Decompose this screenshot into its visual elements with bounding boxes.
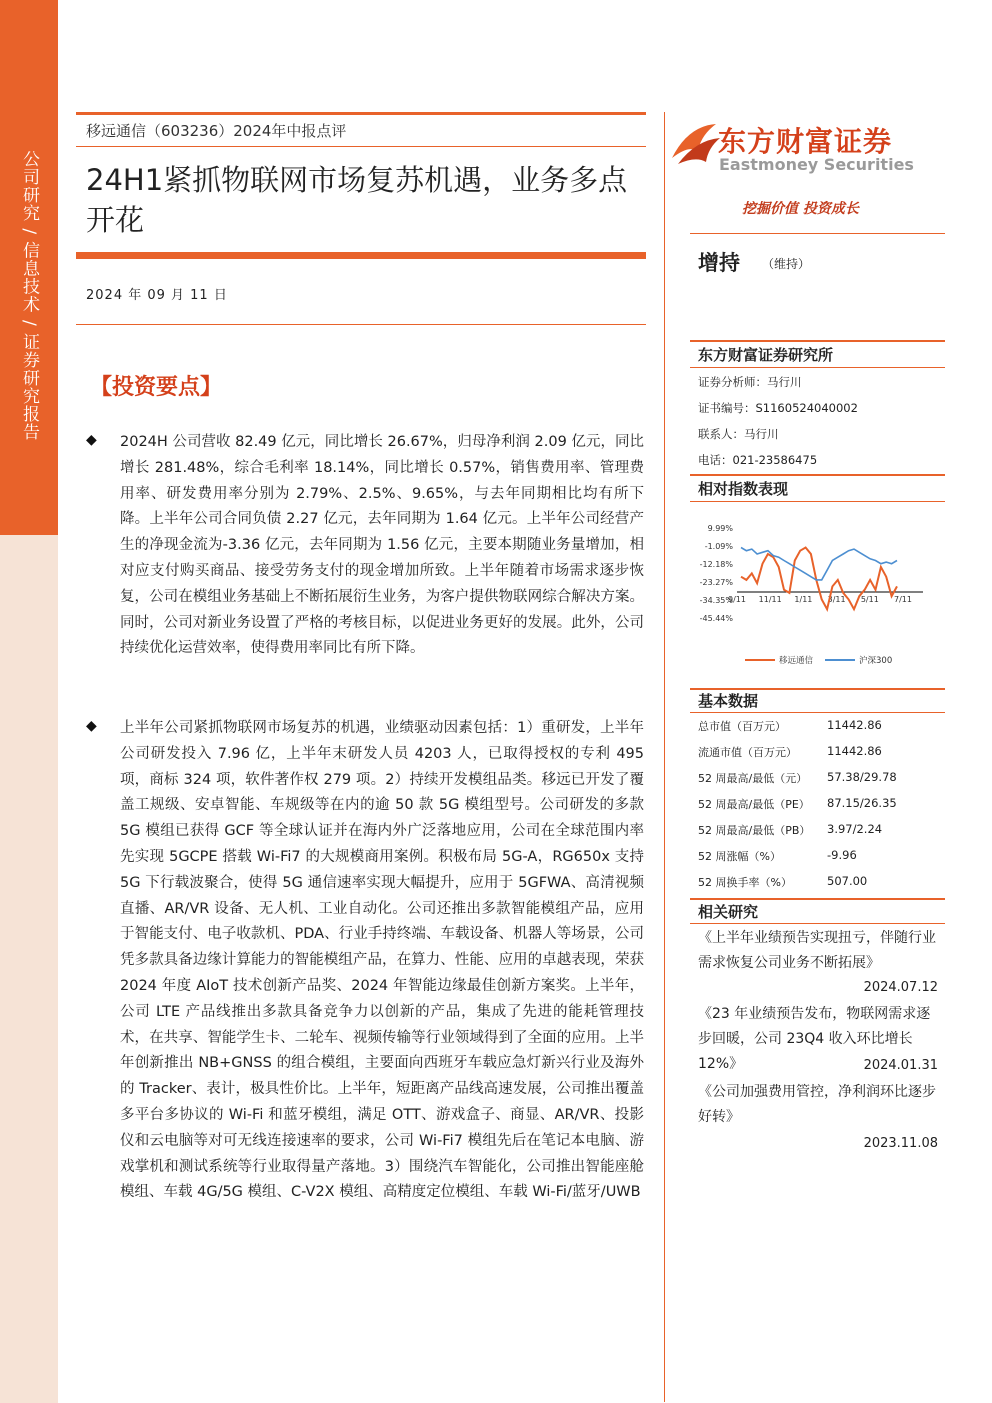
basic-value: 507.00 — [827, 874, 868, 888]
brand-name-en: Eastmoney Securities — [719, 155, 914, 174]
y-tick-label: -23.27% — [699, 578, 733, 588]
basic-value: 3.97/2.24 — [827, 822, 883, 836]
related-report-link[interactable]: 《23 年业绩预告发布，物联网需求逐步回暖，公司 23Q4 收入环比增长 12%》 — [698, 1006, 931, 1072]
x-tick-label: 1/11 — [794, 595, 813, 605]
institute-name: 东方财富证券研究所 — [698, 346, 834, 364]
phone: 电话：021-23586475 — [698, 453, 818, 467]
column-divider — [664, 112, 665, 1402]
title-bar — [76, 252, 646, 259]
institute-rule — [690, 340, 945, 342]
basic-value: 11442.86 — [827, 744, 882, 758]
related-rule — [690, 898, 945, 900]
paragraph-1: 2024H 公司营收 82.49 亿元，同比增长 26.67%，归母净利润 2.09 亿元，同比增长 281.48%，综合毛利率 18.14%，同比增长 0.57%，销售费用率、管理费用率、研发费用率分别为 2.79%、2.5%、9.65%，与去年同期相比均有所下降。上半年公司合同负债 2.27 亿元，去年同期为 1.64 亿元。上半年公司经营产生的净现金流为-3.36 亿元，去年同期为 1.56 亿元，主要本期随业务量增加，相对应支付购买商品、接受劳务支付的现金增加所致。上半年随着市场需求逐步恢复，公司在模组业务基础上不断拓展衍生业务，为客户提供物联网综合解决方案。同时，公司对新业务设置了严格的考核目标，以促进业务更好的发展。此外，公司持续优化运营效率，使得费用率同比有所下降。 — [120, 434, 644, 657]
y-tick-label: -12.18% — [699, 559, 733, 569]
bullet-icon: ◆ — [86, 432, 97, 448]
series-line-2 — [741, 548, 897, 580]
y-tick-label: -34.35% — [699, 595, 733, 605]
bullet-icon: ◆ — [86, 718, 97, 734]
page-title: 24H1紧抓物联网市场复苏机遇，业务多点开花 — [86, 163, 628, 237]
perf-rule-thin — [690, 501, 945, 502]
date-rule — [76, 324, 646, 325]
related-report-date: 2024.01.31 — [863, 1058, 938, 1073]
brand-slogan: 挖掘价值 投资成长 — [742, 201, 859, 217]
basic-value: 11442.86 — [827, 718, 882, 732]
basic-value: 87.15/26.35 — [827, 796, 897, 810]
relative-performance-chart — [695, 512, 945, 682]
legend-label: 移远通信 — [779, 656, 814, 666]
header-rule-thin — [76, 146, 646, 147]
paragraph-2: 上半年公司紧抓物联网市场复苏的机遇，业绩驱动因素包括：1）重研发，上半年公司研发投入 7.96 亿，上半年末研发人员 4203 人，已取得授权的专利 495 项，商标 324 项，软件著作权 279 项。2）持续开发模组品类。移远已开发了覆盖工规级、安卓智能、车规级等在内的逾 50 款 5G 模组型号。公司研发的多款 5G 模组已获得 GCF 等全球认证并在海内外广泛落地应用，公司在全球范围内率先实现 5GCPE 搭载 Wi-Fi7 的大规模商用案例。积极布局 5G-A，RG650x 支持 5G 下行载波聚合，使得 5G 通信速率实现大幅提升，应用于 5GFWA、高清视频直播、AR/VR 设备、无人机、工业自动化。公司还推出多款智能模组产品，应用于智能支付、电子收款机、PDA、行业手持终端、车载设备、机器人等场景，公司凭多款具备边缘计算能力的智能模组产品，在算力、性能、应用的卓越表现，荣获 2024 年度 AIoT 技术创新产品奖、2024 年智能边缘最佳创新方案奖。上半年，公司 LTE 产品线推出多款具备竞争力以创新的产品，集成了先进的能耗管理技术，在共享、智能学生卡、二轮车、视频传输等行业领域得到了全面的应用。上半年创新推出 NB+GNSS 的组合模组，主要面向西班牙车载应急灯新兴行业及海外的 Tracker、表计，极具性价比。上半年，短距离产品线高速发展，公司推出覆盖多平台多协议的 Wi-Fi 和蓝牙模组，满足 OTT、游戏盒子、商显、AR/VR、投影仪和云电脑等对可无线连接速率的要求，公司 Wi-Fi7 模组先后在笔记本电脑、游戏掌机和测试系统等行业取得量产落地。3）围绕汽车智能化，公司推出智能座舱模组、车载 4G/5G 模组、C-V2X 模组、高精度定位模组、车载 Wi-Fi/蓝牙/UWB — [120, 720, 644, 1201]
basic-label: 52 周最高/最低（元） — [698, 772, 808, 785]
y-tick-label: -45.44% — [699, 614, 733, 623]
legend-label: 沪深300 — [859, 656, 893, 666]
basic-label: 52 周最高/最低（PB） — [698, 824, 811, 837]
rating-sub: （维持） — [762, 257, 811, 271]
x-tick-label: 11/11 — [758, 595, 782, 605]
x-tick-label: 3/11 — [827, 595, 846, 605]
y-tick-label: 9.99% — [707, 524, 733, 533]
x-tick-label: 7/11 — [894, 595, 912, 605]
related-report-date: 2024.07.12 — [863, 980, 938, 995]
x-tick-label: 9/11 — [728, 595, 746, 605]
basic-value: 57.38/29.78 — [827, 770, 897, 784]
perf-heading: 相对指数表现 — [698, 480, 789, 498]
section-heading: 【投资要点】 — [90, 374, 223, 400]
basic-value: -9.96 — [827, 848, 857, 862]
basic-label: 总市值（百万元） — [698, 720, 786, 733]
related-heading: 相关研究 — [698, 903, 759, 921]
analyst: 证券分析师：马行川 — [698, 375, 802, 389]
basic-rule-thin — [690, 712, 945, 713]
sidebar-category-text: 公司研究 / 信息技术 / 证券研究报告 — [19, 150, 39, 442]
related-report-link[interactable]: 《公司加强费用管控，净利润环比逐步好转》 — [698, 1084, 936, 1125]
rating-rule — [690, 233, 945, 234]
x-tick-label: 5/11 — [860, 595, 879, 605]
basic-label: 52 周换手率（%） — [698, 876, 792, 889]
related-rule-thin — [690, 923, 945, 924]
contact: 联系人：马行川 — [698, 427, 779, 441]
basic-label: 流通市值（百万元） — [698, 746, 797, 759]
report-date: 2024 年 09 月 11 日 — [86, 288, 228, 303]
rating-label: 增持 — [698, 251, 740, 275]
perf-rule — [690, 474, 945, 476]
cert-number: 证书编号：S1160524040002 — [698, 401, 858, 415]
brand-name-cn: 东方财富证券 — [718, 125, 893, 158]
related-report-link[interactable]: 《上半年业绩预告实现扭亏，伴随行业需求恢复公司业务不断拓展》 — [698, 930, 936, 971]
basic-heading: 基本数据 — [698, 692, 759, 710]
basic-label: 52 周涨幅（%） — [698, 850, 781, 863]
y-tick-label: -1.09% — [704, 541, 733, 551]
sidebar-accent-block — [0, 0, 58, 535]
header-rule — [76, 112, 646, 115]
left-sidebar — [0, 0, 58, 1403]
related-report-date: 2023.11.08 — [863, 1136, 938, 1151]
breadcrumb: 移远通信（603236）2024年中报点评 — [86, 122, 347, 140]
basic-label: 52 周最高/最低（PE） — [698, 798, 810, 811]
institute-rule-thin — [690, 367, 945, 368]
